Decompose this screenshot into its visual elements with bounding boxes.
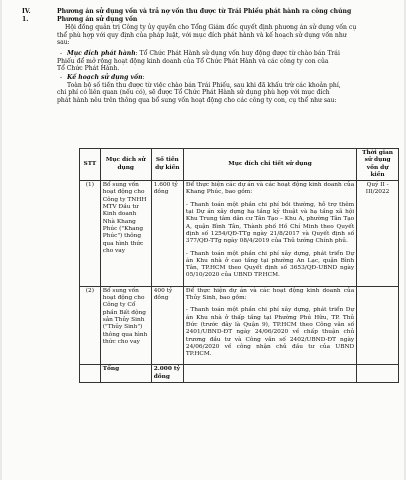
purpose-label: Mục đích phát hành [67,50,136,57]
intro-paragraph [57,24,395,47]
header-details: Mục đích chi tiết sử dụng [183,149,356,181]
details-item: - Thanh toán một phần chi phí bồi thường, hỗ trợ thêm tại Dự án xây dựng hạ tầng kỹ thuật và hạ tầng xã hội Khu Trung tâm dân cư Tân Tạo – Khu A, phường Tân Tạo A, quận Bình Tân, Thành phố Hồ Chí Minh theo Quyết định số 1254/QĐ-TTg ngày 21/8/2017 và Quyết định số 377/QĐ-TTg ngày 08/4/2019 của Thủ tướng Chính phủ. [185,201,355,245]
total-blank [80,365,101,383]
row-amount: 400 tỷ đồng [151,286,183,365]
intro-line: sau: [57,39,70,47]
row-schedule: Quý II - III/2022 [357,181,399,287]
table-header-row [80,149,399,181]
total-schedule-blank [357,365,399,383]
plan-line: Toàn bộ số tiền thu được từ việc chào bán Trái Phiếu, sau khi đã khấu trừ các khoản phí, [67,81,341,89]
plan-label: Kế hoạch sử dụng vốn [67,74,143,81]
bullet-icon: - [60,50,63,57]
document-page [2,0,404,480]
plan-label-suffix: : [142,74,145,81]
subsection-number: 1. [22,16,29,23]
header-schedule: Thời gian sử dụng vốn dự kiến [357,149,399,181]
purpose-line: Tổ Chức Phát Hành. [57,65,120,73]
total-amount: 2.000 tỷ đồng [151,365,183,383]
table-row [80,286,399,365]
row-purpose: Bổ sung vốn hoạt động cho Công ty Cổ phần Bất động sản Thủy Sinh ("Thủy Sinh") thông qua hình thức cho vay [100,286,151,365]
purpose-line: Phiếu để mở rộng hoạt động kinh doanh của Tổ Chức Phát Hành và các công ty con của [57,57,329,65]
row-purpose: Bổ sung vốn hoạt động cho Công ty TNHH MTV Đầu tư Kinh doanh Nhà Khang Phúc ("Khang Phúc") thông qua hình thức cho vay [100,181,151,287]
table-total-row [80,365,399,383]
row-amount: 1.600 tỷ đồng [151,181,183,287]
row-details [183,181,356,287]
total-details-blank [183,365,356,383]
purpose-line: : Tổ Chức Phát Hành sử dụng vốn huy động được từ chào bán Trái [135,50,340,57]
details-item: - Thanh toán một phần chi phí xây dựng, phát triển Dự án Khu nhà ở thấp tầng tại Phường Phú Hữu, TP. Thủ Đức (trước đây là Quận 9), TP.HCM theo Công văn số 2401/UBND-ĐT ngày 24/06/2020 về chấp thuận chủ trương đầu tư và Công văn số 2402/UBND-ĐT ngày 24/06/2020 về công nhận chủ đầu tư của UBND TP.HCM. [185,307,355,358]
section-title: Phương án sử dụng vốn và trả nợ vốn thu được từ Trái Phiếu phát hành ra công chúng [57,8,352,15]
header-purpose: Mục đích sử dụng [100,149,151,181]
header-amount: Số tiền dự kiến [151,149,183,181]
row-stt: (2) [80,286,101,365]
bullet-icon: - [60,74,63,81]
row-details [183,286,356,365]
subsection-title: Phương án sử dụng vốn [57,16,138,23]
purpose-paragraph [57,50,397,73]
capital-usage-table [79,148,399,383]
header-stt: STT [80,149,101,181]
details-intro: Để thực hiện dự án và các hoạt động kinh doanh của Thủy Sinh, bao gồm: [185,287,355,302]
row-schedule [357,286,399,365]
total-label: Tổng [100,365,151,383]
intro-line: Hội đồng quản trị Công ty ủy quyền cho Tổng Giám đốc quyết định phương án sử dụng vốn cụ [65,24,357,31]
plan-paragraph [57,74,397,104]
table-row [80,181,399,287]
row-stt: (1) [80,181,101,287]
intro-line: thể phù hợp với quy định của pháp luật, với mục đích phát hành và kế hoạch sử dụng vốn như [57,31,347,39]
plan-line: chi phí có liên quan (nếu có), sẽ được Tổ Chức Phát Hành sử dụng phù hợp với mục đích [57,89,330,97]
section-number: IV. [22,8,31,15]
details-item: - Thanh toán một phần chi phí xây dựng, phát triển Dự án Khu nhà ở cao tầng tại phường An Lạc, quận Bình Tân, TP.HCM theo Quyết định số 3653/QĐ-UBND ngày 05/10/2020 của UBND TP.HCM. [185,250,355,279]
details-intro: Để thực hiện các dự án và các hoạt động kinh doanh của Khang Phúc, bao gồm: [185,182,355,196]
plan-line: phát hành nêu trên thông qua bổ sung vốn hoạt động cho các công ty con, cụ thể như sau: [57,96,337,104]
